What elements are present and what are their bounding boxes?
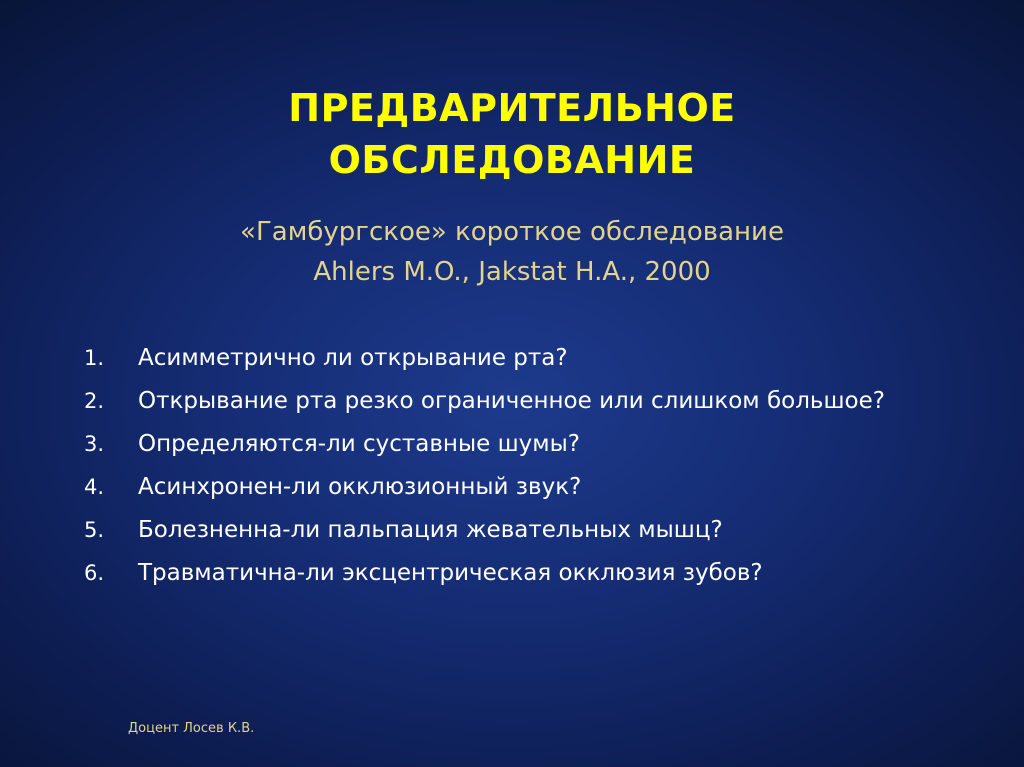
item-number: 1. <box>84 346 105 370</box>
title-line-2: ОБСЛЕДОВАНИЕ <box>328 138 696 182</box>
question-list <box>84 340 964 598</box>
item-number: 4. <box>84 475 105 499</box>
item-number: 6. <box>84 561 105 585</box>
subtitle-line-1: «Гамбургское» короткое обследование <box>240 217 784 247</box>
item-number: 2. <box>84 389 105 413</box>
item-text: Травматична-ли эксцентрическая окклюзия зубов? <box>138 560 763 586</box>
item-text: Асинхронен-ли окклюзионный звук? <box>138 474 582 500</box>
item-number: 5. <box>84 518 105 542</box>
item-text: Болезненна-ли пальпация жевательных мышц? <box>138 517 723 543</box>
list-item <box>84 555 964 591</box>
item-number: 3. <box>84 432 105 456</box>
slide-footer: Доцент Лосев К.В. <box>128 721 255 736</box>
item-text: Асимметрично ли открывание рта? <box>138 345 568 371</box>
title-line-1: ПРЕДВАРИТЕЛЬНОЕ <box>288 86 736 130</box>
list-item <box>84 469 964 505</box>
item-text: Определяются-ли суставные шумы? <box>138 431 580 457</box>
subtitle-line-2: Ahlers M.O., Jakstat H.A., 2000 <box>313 257 711 287</box>
list-item <box>84 512 964 548</box>
list-item <box>84 426 964 462</box>
list-item <box>84 383 908 419</box>
item-text: Открывание рта резко ограниченное или слишком большое? <box>138 388 885 414</box>
slide-subtitle <box>0 212 1024 292</box>
slide-title <box>0 82 1024 186</box>
list-item <box>84 340 964 376</box>
